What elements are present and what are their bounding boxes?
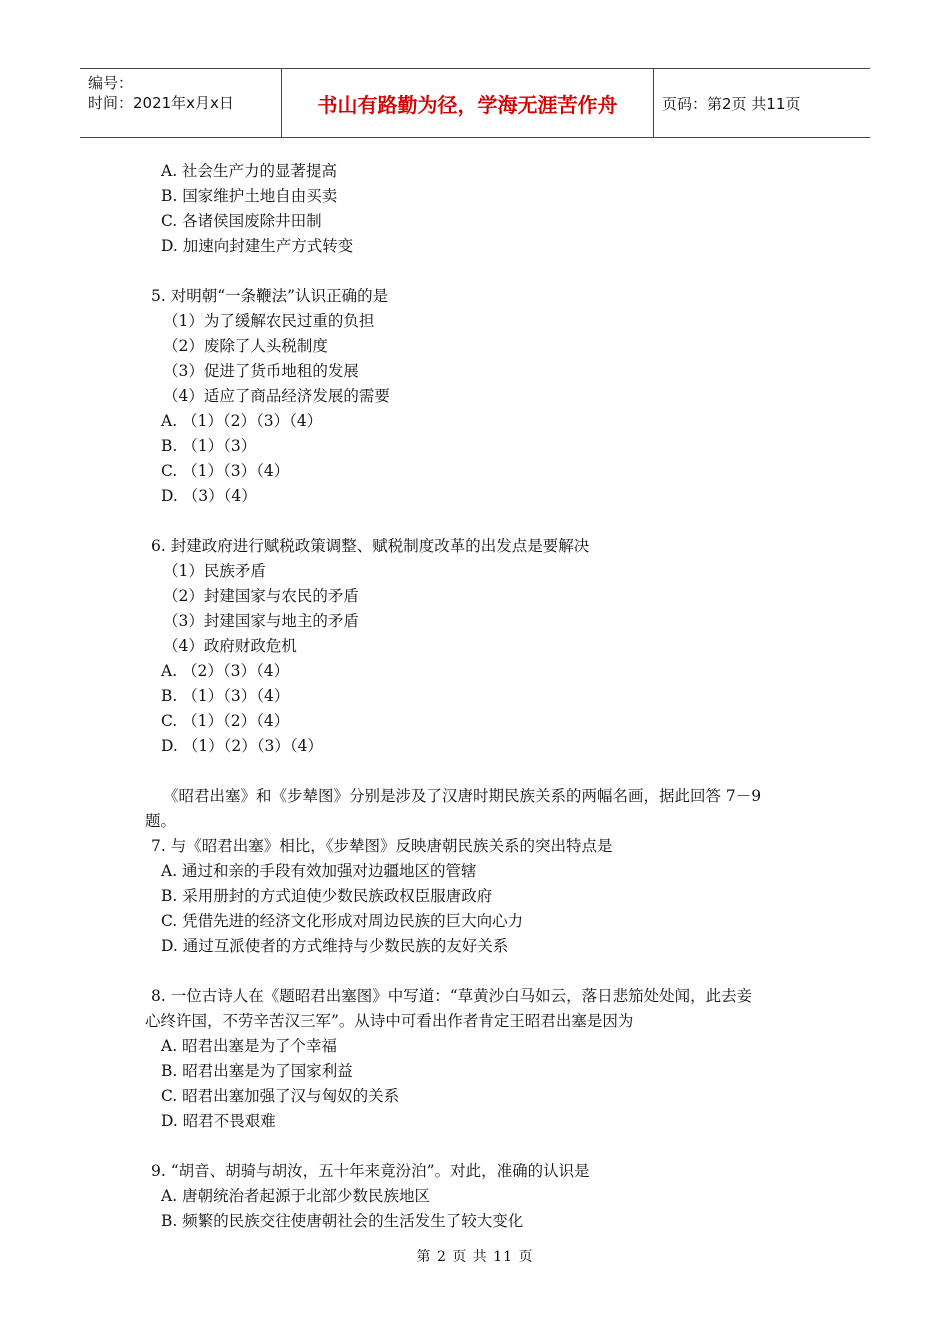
- time-label: 时间：2021年x月x日: [88, 94, 234, 112]
- q8-option-d: D. 昭君不畏艰难: [161, 1112, 276, 1130]
- q5-stem: 5. 对明朝“一条鞭法”认识正确的是: [151, 287, 389, 305]
- q5-item-2: （2）废除了人头税制度: [163, 337, 328, 355]
- q5-item-3: （3）促进了货币地租的发展: [163, 362, 359, 380]
- intro-line-2: 题。: [145, 812, 177, 830]
- q6-item-4: （4）政府财政危机: [163, 637, 297, 655]
- q8-option-c: C. 昭君出塞加强了汉与匈奴的关系: [161, 1087, 400, 1105]
- q4-option-d: D. 加速向封建生产方式转变: [161, 237, 354, 255]
- q9-option-a: A. 唐朝统治者起源于北部少数民族地区: [161, 1187, 431, 1205]
- q5-option-c: C. （1）（3）（4）: [161, 462, 290, 480]
- q5-item-1: （1）为了缓解农民过重的负担: [163, 312, 375, 330]
- header-page-info: 页码：第2页 共11页: [662, 94, 801, 113]
- q8-stem-line-2: 心终许国，不劳辛苦汉三军”。从诗中可看出作者肯定王昭君出塞是因为: [145, 1012, 634, 1030]
- header-motto: 书山有路勤为径，学海无涯苦作舟: [282, 69, 654, 137]
- q4-option-a: A. 社会生产力的显著提高: [161, 162, 338, 180]
- q6-option-d: D. （1）（2）（3）（4）: [161, 737, 323, 755]
- intro-line-1: 《昭君出塞》和《步辇图》分别是涉及了汉唐时期民族关系的两幅名画，据此回答 7－9: [163, 787, 762, 805]
- q5-option-b: B. （1）（3）: [161, 437, 257, 455]
- q5-option-d: D. （3）（4）: [161, 487, 257, 505]
- q8-option-a: A. 昭君出塞是为了个幸福: [161, 1037, 338, 1055]
- q7-option-c: C. 凭借先进的经济文化形成对周边民族的巨大向心力: [161, 912, 524, 930]
- q4-option-c: C. 各诸侯国废除井田制: [161, 212, 322, 230]
- q5-option-a: A. （1）（2）（3）（4）: [161, 412, 323, 430]
- q6-option-b: B. （1）（3）（4）: [161, 687, 290, 705]
- q4-option-b: B. 国家维护土地自由买卖: [161, 187, 338, 205]
- q6-item-3: （3）封建国家与地主的矛盾: [163, 612, 359, 630]
- q7-option-d: D. 通过互派使者的方式维持与少数民族的友好关系: [161, 937, 509, 955]
- q5-item-4: （4）适应了商品经济发展的需要: [163, 387, 390, 405]
- number-label: 编号：: [88, 74, 134, 92]
- q8-option-b: B. 昭君出塞是为了国家利益: [161, 1062, 353, 1080]
- q9-option-b: B. 频繁的民族交往使唐朝社会的生活发生了较大变化: [161, 1212, 524, 1230]
- q6-option-c: C. （1）（2）（4）: [161, 712, 290, 730]
- header-meta: [80, 69, 282, 137]
- q6-option-a: A. （2）（3）（4）: [161, 662, 290, 680]
- q8-stem-line-1: 8. 一位古诗人在《题昭君出塞图》中写道：“草黄沙白马如云，落日悲笳处处闻，此去妾: [151, 987, 753, 1005]
- q7-option-b: B. 采用册封的方式迫使少数民族政权臣服唐政府: [161, 887, 493, 905]
- q6-stem: 6. 封建政府进行赋税政策调整、赋税制度改革的出发点是要解决: [151, 537, 590, 555]
- q7-stem: 7. 与《昭君出塞》相比，《步辇图》反映唐朝民族关系的突出特点是: [151, 837, 613, 855]
- q6-item-1: （1）民族矛盾: [163, 562, 266, 580]
- q7-option-a: A. 通过和亲的手段有效加强对边疆地区的管辖: [161, 862, 477, 880]
- page-header: [80, 68, 870, 138]
- q6-item-2: （2）封建国家与农民的矛盾: [163, 587, 359, 605]
- page-footer: 第 2 页 共 11 页: [416, 1249, 534, 1265]
- q9-stem: 9. “胡音、胡骑与胡汝，五十年来竟汾泊”。对此，准确的认识是: [151, 1162, 590, 1180]
